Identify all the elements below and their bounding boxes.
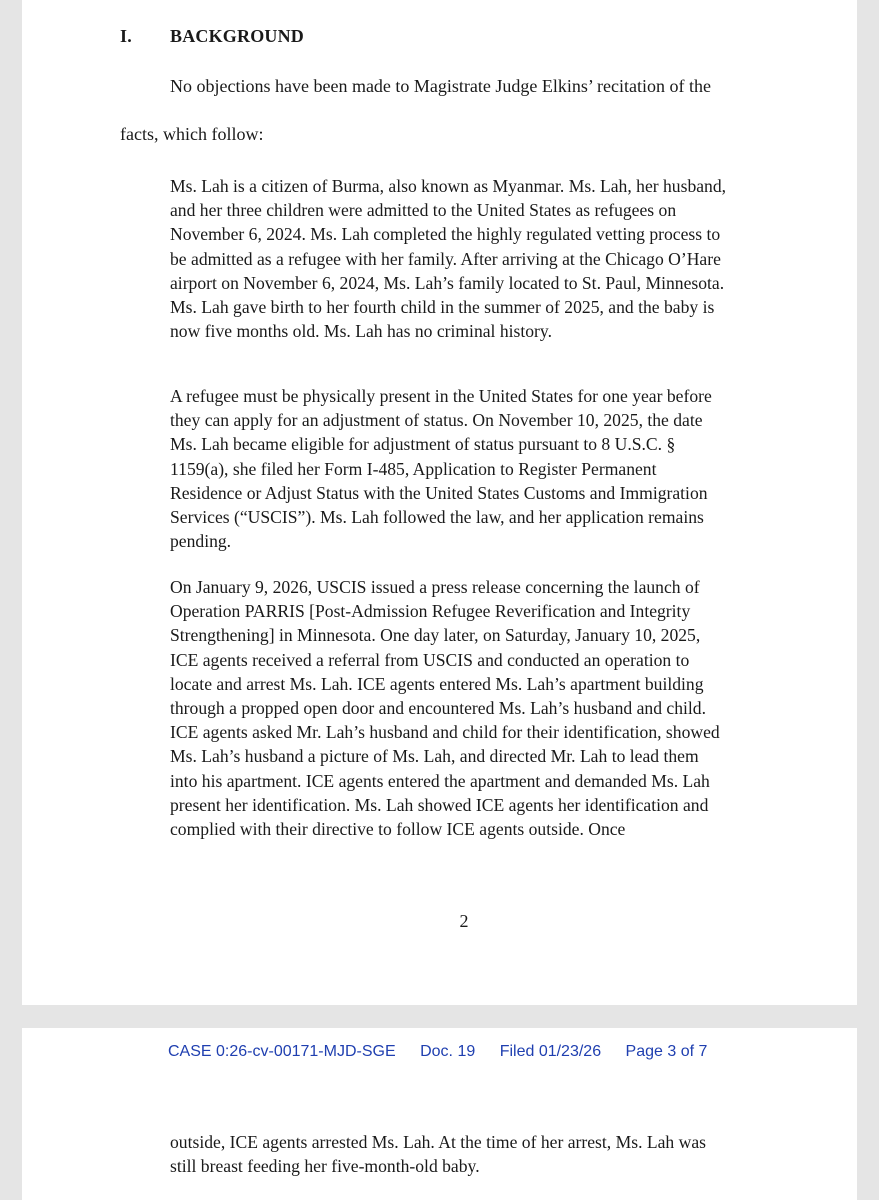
ecf-filing-header (168, 1043, 707, 1061)
intro-paragraph-line-1: No objections have been made to Magistrate Judge Elkins’ recitation of the (170, 76, 712, 96)
section-title: BACKGROUND (170, 26, 305, 46)
filed-date: Filed 01/23/26 (499, 1043, 602, 1060)
section-heading (120, 26, 304, 47)
quote-text-1: Ms. Lah is a citizen of Burma, also known as Myanmar. Ms. Lah, her husband, and her three children were admitted to the United States as refugees on November 6, 2024. Ms. Lah completed the highly regulated vetting process to be admitted as a refugee with her family. After arriving at the Chicago O’Hare airport on November 6, 2024, Ms. Lah’s family located to St. Paul, Minnesota. Ms. Lah gave birth to her fourth child in the summer of 2025, and the baby is now five months old. Ms. Lah has no criminal history. (170, 176, 727, 342)
case-number: CASE 0:26-cv-00171-MJD-SGE (168, 1043, 396, 1060)
document-page-3 (22, 1028, 857, 1200)
block-quote-paragraph-3 (170, 575, 730, 841)
intro-paragraph-line-2: facts, which follow: (120, 124, 264, 144)
quote-text-3: On January 9, 2026, USCIS issued a press release concerning the launch of Operation PARRIS [Post-Admission Refugee Reverification and Integrity Strengthening] in Minnesota. One day later, on Saturday, January 10, 2025, ICE agents received a referral from USCIS and conducted an operation to locate and arrest Ms. Lah. ICE agents entered Ms. Lah’s apartment building through a propped open door and encountered Ms. Lah’s husband and child. ICE agents asked Mr. Lah’s husband and child for their identification, showed Ms. Lah’s husband a picture of Ms. Lah, and directed Mr. Lah to lead them into his apartment. ICE agents entered the apartment and demanded Ms. Lah present her identification. Ms. Lah showed ICE agents her identification and complied with their directive to follow ICE agents outside. Once (170, 577, 720, 840)
section-number: I. (120, 26, 132, 46)
page-number: 2 (459, 911, 469, 931)
block-quote-continuation (170, 1130, 730, 1178)
page-count: Page 3 of 7 (625, 1043, 708, 1060)
doc-number: Doc. 19 (420, 1043, 476, 1060)
block-quote-paragraph-2 (170, 384, 730, 553)
block-quote-paragraph-1 (170, 174, 730, 343)
quote-text-continuation: outside, ICE agents arrested Ms. Lah. At the time of her arrest, Ms. Lah was still breast feeding her five-month-old baby. (170, 1132, 706, 1177)
document-page-2 (22, 0, 857, 1005)
quote-text-2: A refugee must be physically present in the United States for one year before they can apply for an adjustment of status. On November 10, 2025, the date Ms. Lah became eligible for adjustment of status pursuant to 8 U.S.C. § 1159(a), she filed her Form I-485, Application to Register Permanent Residence or Adjust Status with the United States Customs and Immigration Services (“USCIS”). Ms. Lah followed the law, and her application remains pending. (170, 386, 712, 552)
